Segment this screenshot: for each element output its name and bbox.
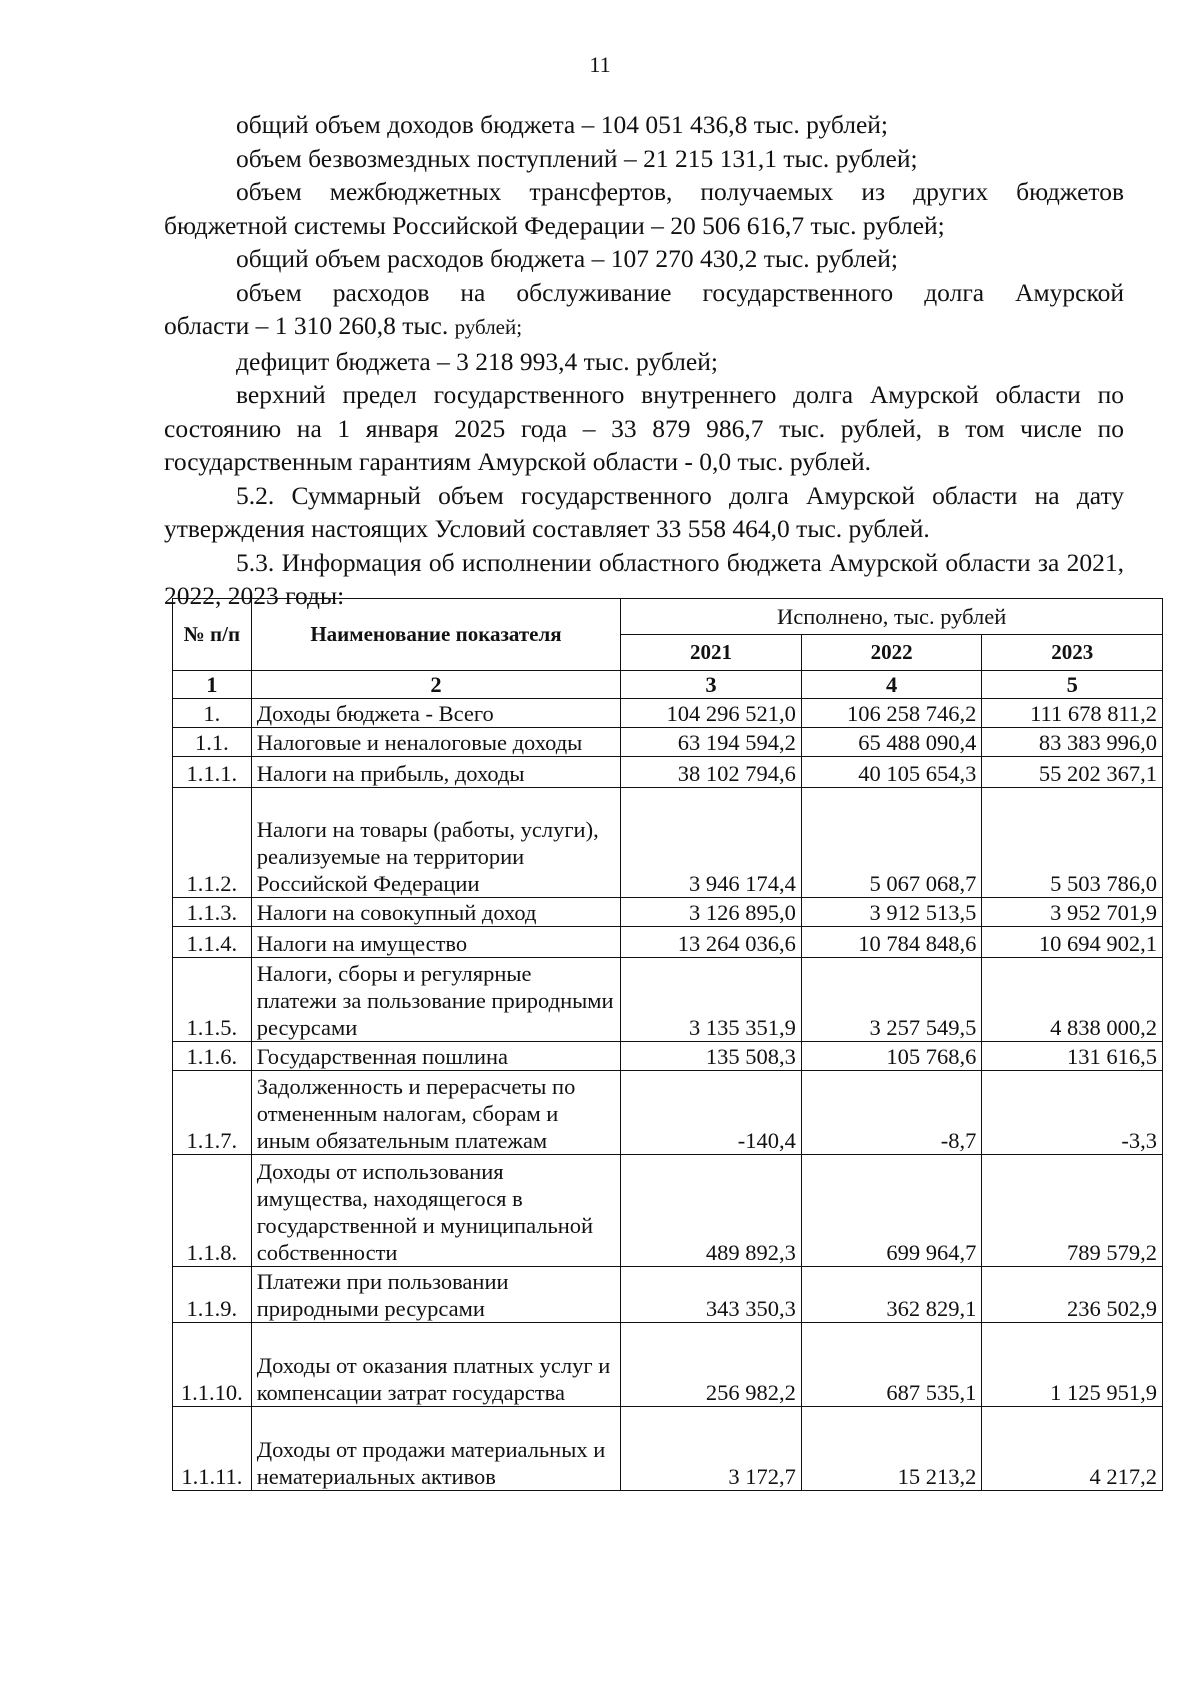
row-number: 1.1.5. xyxy=(173,958,252,1042)
row-indicator-name: Платежи при пользовании природными ресурсами xyxy=(251,1267,621,1323)
row-number: 1.1.11. xyxy=(173,1407,252,1491)
value-2021: 135 508,3 xyxy=(621,1042,802,1071)
value-2023: 5 503 786,0 xyxy=(982,788,1163,898)
row-number: 1.1.9. xyxy=(173,1267,252,1323)
index-cell: 3 xyxy=(621,671,802,699)
table-row xyxy=(173,1267,1163,1323)
value-2022: 699 964,7 xyxy=(801,1155,982,1267)
index-cell: 4 xyxy=(801,671,982,699)
paragraph-5-3: 5.3. Информация об исполнении областного бюджета Амурской области за 2021, 2022, 2023 годы: xyxy=(164,547,1124,610)
value-2023: 83 383 996,0 xyxy=(982,728,1163,757)
value-2022: 65 488 090,4 xyxy=(801,728,982,757)
index-row xyxy=(173,671,1163,699)
row-number: 1.1.2. xyxy=(173,788,252,898)
table-row xyxy=(173,958,1163,1042)
value-2021: 489 892,3 xyxy=(621,1155,802,1267)
value-2023: 10 694 902,1 xyxy=(982,927,1163,958)
row-number: 1. xyxy=(173,699,252,728)
row-number: 1.1. xyxy=(173,728,252,757)
row-indicator-name: Налоги, сборы и регулярные платежи за пользование природными ресурсами xyxy=(251,958,621,1042)
paragraph-total-income: общий объем доходов бюджета – 104 051 436,8 тыс. рублей; xyxy=(236,110,889,139)
paragraph-deficit: дефицит бюджета – 3 218 993,4 тыс. рублей; xyxy=(236,346,718,376)
index-cell: 2 xyxy=(251,671,621,699)
row-indicator-name: Налоги на товары (работы, услуги), реализуемые на территории Российской Федерации xyxy=(251,788,621,898)
row-indicator-name: Доходы от продажи материальных и нематериальных активов xyxy=(251,1407,621,1491)
index-cell: 5 xyxy=(982,671,1163,699)
header-name: Наименование показателя xyxy=(251,599,621,671)
table-row xyxy=(173,1323,1163,1407)
value-2023: 55 202 367,1 xyxy=(982,757,1163,788)
value-2023: 4 217,2 xyxy=(982,1407,1163,1491)
value-2022: 15 213,2 xyxy=(801,1407,982,1491)
row-number: 1.1.4. xyxy=(173,927,252,958)
row-indicator-name: Доходы от оказания платных услуг и компенсации затрат государства xyxy=(251,1323,621,1407)
value-2021: 3 126 895,0 xyxy=(621,898,802,927)
value-2021: 38 102 794,6 xyxy=(621,757,802,788)
value-2021: 13 264 036,6 xyxy=(621,927,802,958)
value-2021: -140,4 xyxy=(621,1071,802,1155)
value-2021: 256 982,2 xyxy=(621,1323,802,1407)
paragraph-debt-service-line1: объем расходов на обслуживание государственного долга Амурской xyxy=(236,277,1124,307)
row-number: 1.1.10. xyxy=(173,1323,252,1407)
value-2021: 104 296 521,0 xyxy=(621,699,802,728)
row-indicator-name: Государственная пошлина xyxy=(251,1042,621,1071)
value-2022: 40 105 654,3 xyxy=(801,757,982,788)
value-2022: 5 067 068,7 xyxy=(801,788,982,898)
table-row xyxy=(173,699,1163,728)
paragraph-gratuitous-receipts: объем безвозмездных поступлений – 21 215 131,1 тыс. рублей; xyxy=(236,143,918,173)
paragraph-total-expenses: общий объем расходов бюджета – 107 270 430,2 тыс. рублей; xyxy=(236,244,898,273)
header-num: № п/п xyxy=(173,599,252,671)
value-2021: 3 172,7 xyxy=(621,1407,802,1491)
value-2023: 4 838 000,2 xyxy=(982,958,1163,1042)
row-indicator-name: Налоги на совокупный доход xyxy=(251,898,621,927)
value-2022: 10 784 848,6 xyxy=(801,927,982,958)
table-row xyxy=(173,1407,1163,1491)
value-2021: 3 946 174,4 xyxy=(621,788,802,898)
value-2022: 687 535,1 xyxy=(801,1323,982,1407)
paragraph-debt-service-line2 xyxy=(164,309,1124,345)
value-2023: 111 678 811,2 xyxy=(982,699,1163,728)
value-2022: -8,7 xyxy=(801,1071,982,1155)
row-indicator-name: Налоги на имущество xyxy=(251,927,621,958)
value-2022: 362 829,1 xyxy=(801,1267,982,1323)
row-number: 1.1.6. xyxy=(173,1042,252,1071)
row-indicator-name: Налоговые и неналоговые доходы xyxy=(251,728,621,757)
debt-service-amount: области – 1 310 260,8 тыс. xyxy=(164,311,449,340)
value-2022: 3 912 513,5 xyxy=(801,898,982,927)
page-number: 11 xyxy=(589,52,611,77)
header-year-2021: 2021 xyxy=(621,635,802,671)
row-indicator-name: Задолженность и перерасчеты по отмененным налогам, сборам и иным обязательным платежам xyxy=(251,1071,621,1155)
value-2023: 131 616,5 xyxy=(982,1042,1163,1071)
table-row xyxy=(173,898,1163,927)
value-2021: 63 194 594,2 xyxy=(621,728,802,757)
paragraph-transfers-line2: бюджетной системы Российской Федерации – 20 506 616,7 тыс. рублей; xyxy=(164,210,945,240)
table-row xyxy=(173,1071,1163,1155)
header-year-2023: 2023 xyxy=(982,635,1163,671)
row-number: 1.1.7. xyxy=(173,1071,252,1155)
value-2021: 343 350,3 xyxy=(621,1267,802,1323)
paragraph-transfers-line1: объем межбюджетных трансфертов, получаемых из других бюджетов xyxy=(236,177,1124,206)
row-number: 1.1.3. xyxy=(173,898,252,927)
value-2023: -3,3 xyxy=(982,1071,1163,1155)
row-number: 1.1.8. xyxy=(173,1155,252,1267)
table-row xyxy=(173,927,1163,958)
table-row xyxy=(173,1155,1163,1267)
table-row xyxy=(173,788,1163,898)
row-indicator-name: Доходы бюджета - Всего xyxy=(251,699,621,728)
index-cell: 1 xyxy=(173,671,252,699)
value-2022: 106 258 746,2 xyxy=(801,699,982,728)
table-row xyxy=(173,757,1163,788)
value-2023: 236 502,9 xyxy=(982,1267,1163,1323)
debt-service-unit: рублей; xyxy=(454,315,523,339)
paragraph-debt-limit: верхний предел государственного внутреннего долга Амурской области по состоянию на 1 января 2025 года – 33 879 986,7 тыс. рублей, в том числе по государственным гарантиям Амурской области - 0,0 тыс. рублей. xyxy=(164,380,1124,476)
table-row xyxy=(173,728,1163,757)
value-2022: 3 257 549,5 xyxy=(801,958,982,1042)
value-2023: 1 125 951,9 xyxy=(982,1323,1163,1407)
header-executed: Исполнено, тыс. рублей xyxy=(621,599,1163,635)
value-2023: 789 579,2 xyxy=(982,1155,1163,1267)
value-2023: 3 952 701,9 xyxy=(982,898,1163,927)
paragraph-5-2: 5.2. Суммарный объем государственного долга Амурской области на дату утверждения настоящих Условий составляет 33 558 464,0 тыс. рублей. xyxy=(164,480,1124,543)
value-2021: 3 135 351,9 xyxy=(621,958,802,1042)
value-2022: 105 768,6 xyxy=(801,1042,982,1071)
row-indicator-name: Доходы от использования имущества, находящегося в государственной и муниципальной собственности xyxy=(251,1155,621,1267)
row-indicator-name: Налоги на прибыль, доходы xyxy=(251,757,621,788)
body-text xyxy=(164,108,1124,613)
row-number: 1.1.1. xyxy=(173,757,252,788)
header-year-2022: 2022 xyxy=(801,635,982,671)
table-row xyxy=(173,1042,1163,1071)
budget-execution-table xyxy=(172,598,1163,1491)
